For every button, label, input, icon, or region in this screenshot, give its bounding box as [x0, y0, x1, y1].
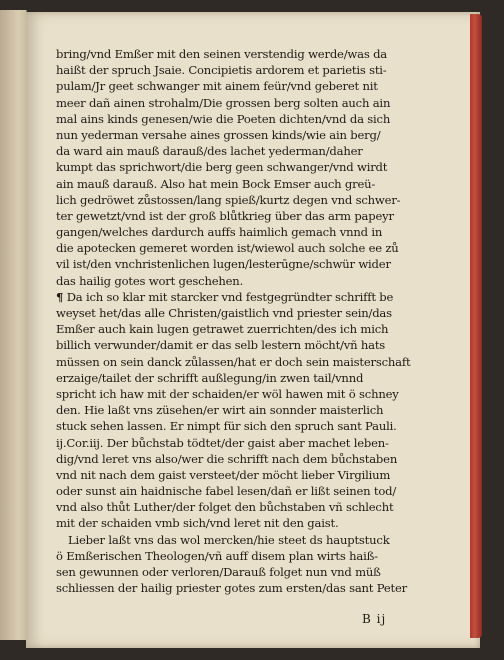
text-line: schliessen der hailig priester gotes zum ersten/das sant Peter [56, 581, 407, 596]
text-line: Lieber laßt vns das wol mercken/hie steet ds hauptstuck [68, 532, 390, 547]
text-line: gangen/welches dardurch auffs haimlich gemach vnnd in [56, 225, 383, 240]
text-line: den. Hie laßt vns züsehen/er wirt ain sonnder maisterlich [56, 403, 384, 418]
text-line: bring/vnd Emßer mit den seinen verstendig werde/was da [56, 47, 388, 61]
signature-mark: B ij [362, 612, 387, 626]
text-line: nun yederman versahe aines grossen kinds/wie ain berg/ [56, 127, 381, 142]
text-line: dig/vnd leret vns also/wer die schrifft nach dem bůchstaben [56, 451, 398, 466]
text-line: stuck sehen lassen. Er nimpt für sich den spruch sant Pauli. [56, 419, 397, 434]
text-line: haißt der spruch Jsaie. Concipietis ardorem et parietis sti- [56, 63, 387, 78]
text-line: kumpt das sprichwort/die berg geen schwanger/vnd wirdt [56, 160, 388, 175]
page-red-edge [470, 14, 482, 638]
text-line: sen gewunnen oder verloren/Darauß folget nun vnd müß [56, 565, 381, 579]
text-line: Da ich so klar mit starcker vnd festgegründter schrifft be [66, 289, 394, 304]
text-line: billich verwunder/damit er das selb lestern möcht/vñ hats [56, 338, 386, 353]
text-line: da ward ain mauß darauß/des lachet yederman/daher [56, 144, 363, 159]
text-line: meer dañ ainen strohalm/Die grossen berg solten auch ain [56, 95, 391, 110]
previous-page-edge [0, 10, 27, 640]
text-line: ij.Cor.iij. Der bůchstab tödtet/der gaist aber machet leben- [56, 435, 389, 450]
text-line: vnd also thůt Luther/der folget den bůchstaben vñ schlecht [56, 500, 394, 515]
text-line: die apotecken gemeret worden ist/wiewol auch solche ee zů [56, 241, 399, 256]
pilcrow-icon: ¶ [56, 289, 64, 304]
text-line: ter gewetzt/vnd ist der groß blůtkrieg über das arm papeyr [56, 208, 394, 223]
text-line: müssen on sein danck zůlassen/hat er doch sein maisterschaft [56, 354, 411, 369]
text-line: ö Emßerischen Theologen/vñ auff disem plan wirts haiß- [56, 548, 378, 563]
text-line: weyset het/das alle Christen/gaistlich vnd priester sein/das [56, 306, 392, 320]
text-line: mal ains kinds genesen/wie die Poeten dichten/vnd da sich [56, 111, 391, 126]
text-line: oder sunst ain haidnische fabel lesen/dañ er lißt seinen tod/ [56, 484, 397, 499]
text-line: Emßer auch kain lugen getrawet zuerrichten/des ich mich [56, 322, 389, 337]
text-line: lich gedröwet zůstossen/lang spieß/kurtz degen vnd schwer- [56, 192, 401, 207]
text-line: das hailig gotes wort geschehen. [56, 273, 244, 288]
paragraph-start-line [56, 289, 444, 305]
text-line: mit der schaiden vmb sich/vnd leret nit den gaist. [56, 516, 339, 531]
text-line: vil ist/den vnchristenlichen lugen/lesterūgne/schwür wider [56, 257, 391, 272]
text-line: erzaige/tailet der schrifft außlegung/in zwen tail/vnnd [56, 370, 364, 385]
text-line: spricht ich haw mit der schaiden/er wöl hawen mit ö schney [56, 386, 399, 401]
text-line: ain mauß darauß. Also hat mein Bock Emser auch greü- [56, 176, 376, 191]
text-line: vnd nit nach dem gaist versteet/der möcht lieber Virgilium [56, 467, 391, 482]
text-line: pulam/Jr geet schwanger mit ainem feür/vnd geberet nit [56, 79, 378, 94]
page-text [56, 46, 444, 596]
